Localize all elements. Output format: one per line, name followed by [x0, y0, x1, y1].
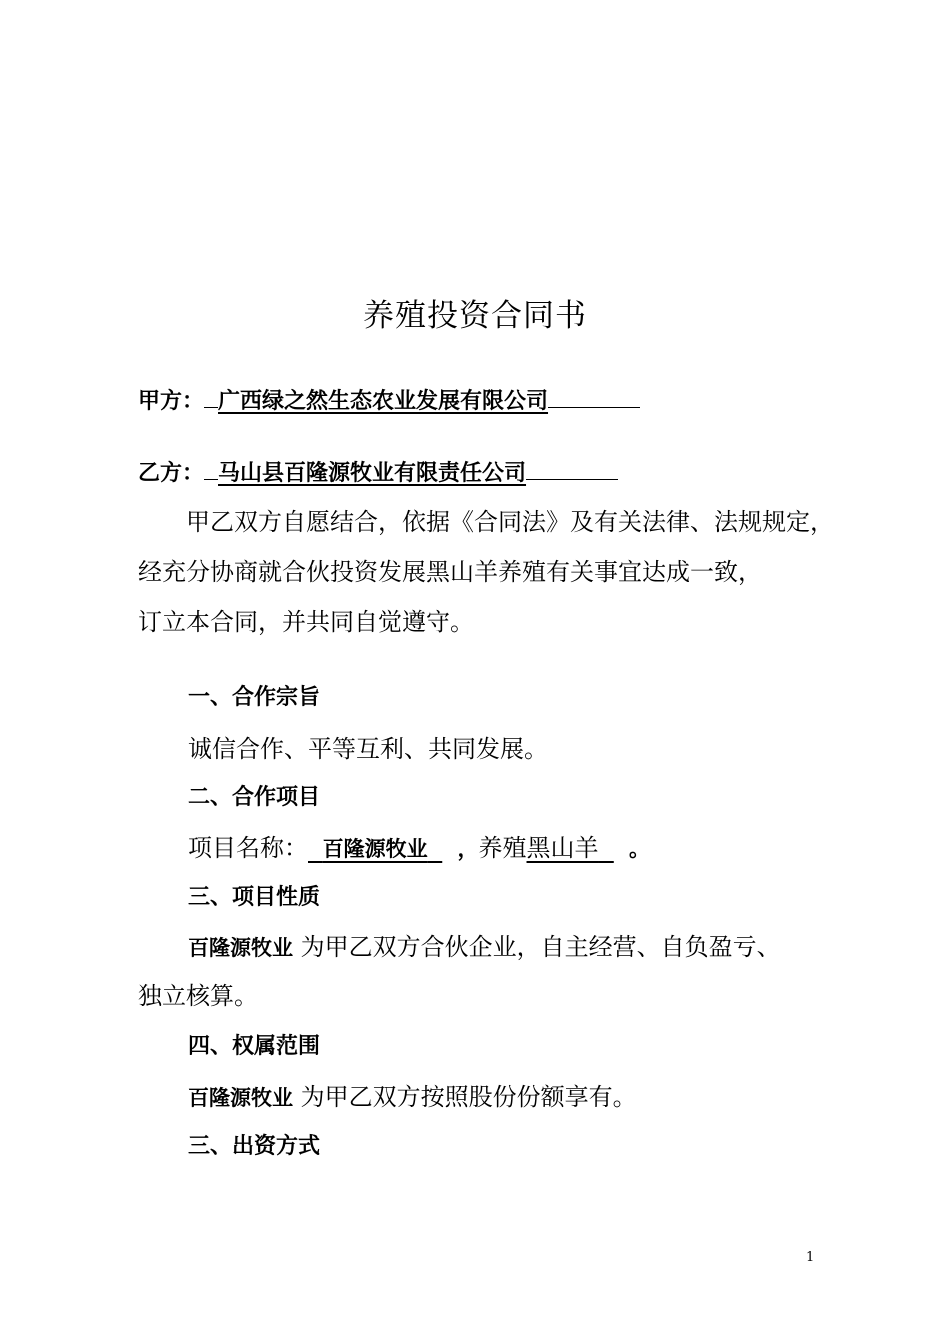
party-b-underline-lead	[204, 459, 218, 480]
intro-paragraph	[138, 497, 838, 647]
breeding-animal: 黑山羊	[526, 834, 599, 862]
party-b-label: 乙方：	[138, 461, 205, 486]
section-2-heading: 二、合作项目	[188, 785, 321, 810]
party-a	[138, 384, 640, 415]
section-4-body	[188, 1077, 637, 1112]
project-name-label: 项目名称：	[188, 834, 308, 862]
page-number: 1	[806, 1250, 815, 1265]
project-name-value: 百隆源牧业	[322, 837, 428, 861]
breeding-prefix: ，	[457, 837, 479, 861]
section-3-body-line-2: 独立核算。	[138, 982, 258, 1010]
breeding-label: 养殖	[478, 834, 527, 862]
section-5-heading: 三、出资方式	[188, 1134, 321, 1159]
intro-line-3: 订立本合同，并共同自觉遵守。	[138, 608, 474, 636]
party-a-underline-lead	[204, 387, 218, 408]
section-4-heading: 四、权属范围	[188, 1034, 321, 1059]
section-2-period: 。	[629, 837, 651, 861]
section-1-heading: 一、合作宗旨	[188, 685, 321, 710]
party-b-underline-tail	[526, 459, 618, 480]
document-title: 养殖投资合同书	[363, 298, 587, 334]
party-a-value: 广西绿之然生态农业发展有限公司	[218, 389, 549, 414]
section-3-text: 为甲乙双方合伙企业，自主经营、自负盈亏、	[300, 933, 781, 961]
section-3-company: 百隆源牧业	[188, 936, 293, 960]
section-3-body-line-1	[188, 927, 781, 962]
section-2-body	[188, 828, 650, 863]
party-b	[138, 456, 618, 487]
section-4-company: 百隆源牧业	[188, 1086, 293, 1110]
party-a-label: 甲方：	[138, 389, 205, 414]
party-b-value: 马山县百隆源牧业有限责任公司	[218, 461, 527, 486]
intro-line-1: 甲乙双方自愿结合，依据《合同法》及有关法律、法规规定，	[186, 508, 834, 536]
intro-line-2: 经充分协商就合伙投资发展黑山羊养殖有关事宜达成一致，	[138, 558, 762, 586]
section-4-text: 为甲乙双方按照股份份额享有。	[300, 1083, 637, 1111]
section-1-body: 诚信合作、平等互利、共同发展。	[188, 735, 548, 763]
party-a-underline-tail	[548, 387, 640, 408]
section-3-heading: 三、项目性质	[188, 885, 321, 910]
